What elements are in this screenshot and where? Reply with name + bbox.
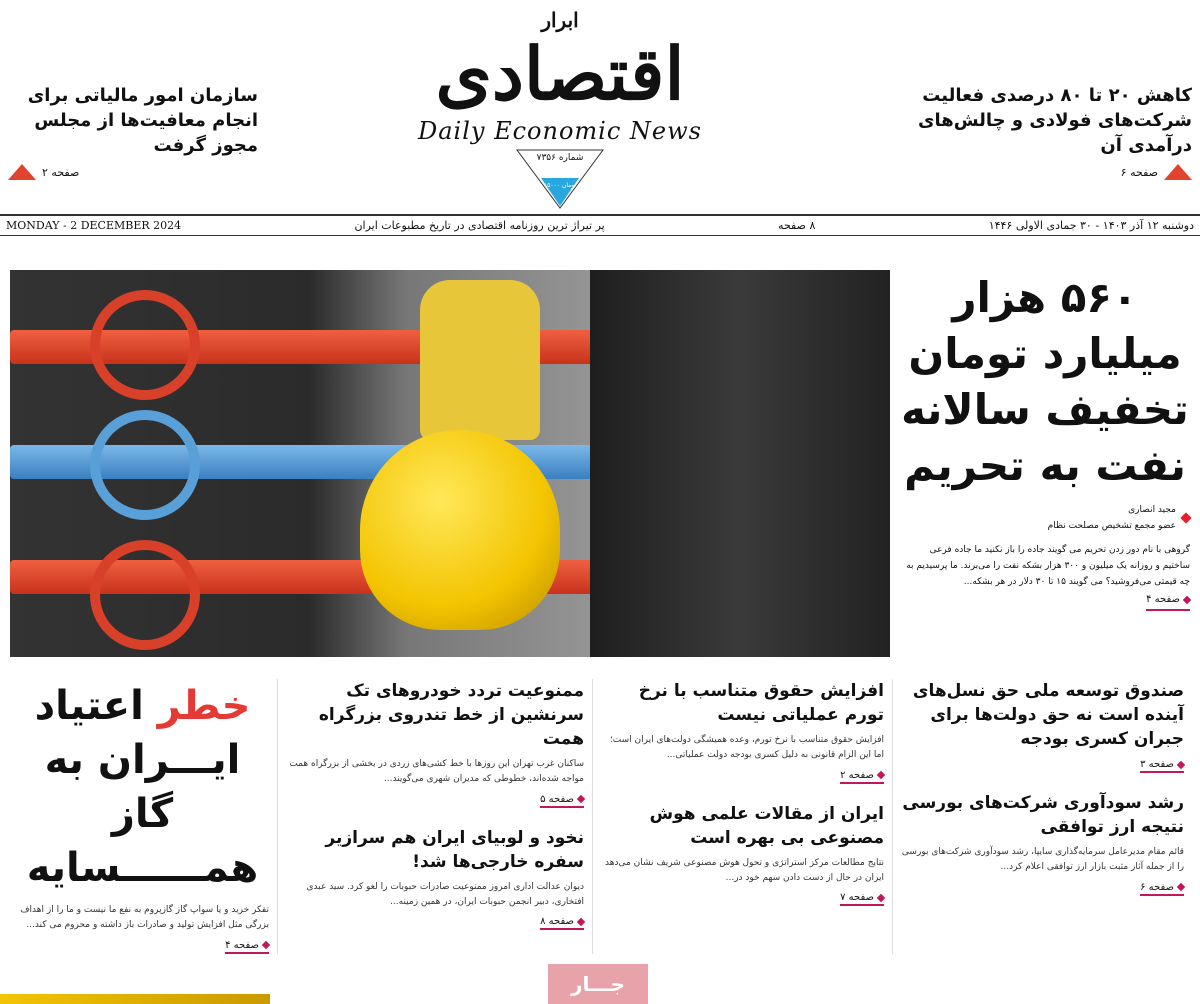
top-right-teaser[interactable]: [862, 8, 1192, 180]
diamond-icon: [577, 917, 585, 925]
story-page-ref[interactable]: [1140, 882, 1184, 896]
page-label: صفحه ۴: [225, 939, 259, 951]
lead-page-ref[interactable]: [1146, 592, 1190, 611]
date-persian: دوشنبه ۱۲ آذر ۱۴۰۳ - ۳۰ جمادی الاولی ۱۴۴۶: [988, 219, 1194, 232]
logo-abrar: ابرار: [541, 8, 579, 32]
story-body: نتایج مطالعات مرکز استراتژی و تحول هوش مصنوعی شریف نشان می‌دهد ایران در حال از دست دادن سهم خود در...: [604, 857, 884, 883]
headline-line: میلیارد تومان: [908, 329, 1182, 378]
story-ai[interactable]: [601, 802, 884, 907]
story-body: دیوان عدالت اداری امروز ممنوعیت صادرات حبوبات را لغو کرد. سید عبدی افتخاری، دبیر انجمن حبوبات ایران، در همین زمینه...: [306, 881, 584, 907]
triangle-icon: [8, 164, 36, 180]
story-headline: صندوق توسعه ملی حق نسل‌های آینده است نه حق دولت‌ها برای جبران کسری بودجه: [912, 681, 1184, 749]
page-count: ۸ صفحه: [778, 219, 816, 232]
story-legumes[interactable]: [286, 826, 584, 931]
story-headline: نخود و لوبیای ایران هم سرازیر سفره خارجی‌ها شد!: [325, 827, 584, 872]
hard-hat: [360, 430, 560, 630]
story-body: افزایش حقوق متناسب با نرخ تورم، وعده همیشگی دولت‌های ایران است؛ اما این الزام قانونی به دلیل کسری بودجه دولت عملیاتی...: [609, 735, 884, 760]
story-page-ref[interactable]: [540, 794, 584, 808]
valve-wheel: [90, 540, 200, 650]
page-label: صفحه ۸: [540, 916, 574, 927]
story-national-fund[interactable]: [901, 679, 1184, 773]
headline-word: اعتیاد: [34, 683, 144, 729]
bottom-photo-strip: [0, 994, 270, 1004]
author-name: مجید انصاری: [1128, 505, 1176, 515]
gas-story-body: [16, 903, 269, 954]
headline-red-word: خطر: [157, 683, 251, 729]
author-title: عضو مجمع تشخیص مصلحت نظام: [1047, 521, 1176, 531]
story-headline: افزایش حقوق متناسب با نرخ تورم عملیاتی نیست: [638, 681, 884, 725]
story-page-ref[interactable]: [840, 892, 884, 906]
glove: [420, 280, 540, 440]
page-label: صفحه ۶: [1120, 165, 1158, 179]
story-traffic[interactable]: [286, 679, 584, 808]
jar-section-label: جـــار: [548, 964, 648, 1004]
diamond-icon: [1180, 512, 1191, 523]
column: [277, 679, 592, 954]
story-body: تفکر خرید و یا سواپ گاز گازپروم به نفع ما نیست و ما را از اهداف بزرگی مثل افزایش تولید و صادرات باز داشته و محروم می کند...: [20, 905, 269, 930]
story-body: ساکنان غرب تهران این روزها با خط کشی‌های زردی در بخشی از بزرگراه همت مواجه شده‌اند، خطوطی که مدیران شهری می‌گویند...: [289, 759, 584, 784]
story-headline: ممنوعیت تردد خودروهای تک سرنشین از خط تندروی بزرگراه همت: [318, 681, 584, 749]
story-headline: رشد سودآوری شرکت‌های بورسی نتیجه ارز توافقی: [902, 793, 1184, 837]
masthead-logo: [350, 8, 770, 210]
page-label: صفحه ۶: [1140, 881, 1174, 893]
diamond-icon: [877, 893, 885, 901]
headline-line: ۵۶۰ هزار: [952, 273, 1138, 322]
issue-number: شماره ۷۳۵۶: [536, 153, 584, 163]
story-wages[interactable]: [601, 679, 884, 784]
lead-body: [900, 542, 1190, 611]
story-headline: ایران از مقالات علمی هوش مصنوعی بی بهره است: [649, 803, 884, 848]
top-left-page-ref[interactable]: [8, 164, 258, 180]
diamond-icon: [1177, 760, 1185, 768]
issue-badge: [515, 148, 605, 210]
headline-line: نفت به تحریم: [904, 441, 1186, 490]
masthead: [0, 0, 1200, 210]
diamond-icon: [877, 771, 885, 779]
bottom-area: [0, 954, 1200, 1004]
logo-persian: اقتصادی: [435, 31, 685, 116]
date-english: MONDAY - 2 DECEMBER 2024: [6, 219, 182, 232]
column: [592, 679, 892, 954]
page-label: صفحه ۲: [42, 165, 80, 179]
story-page-ref[interactable]: [840, 770, 884, 784]
page-label: صفحه ۴: [1146, 594, 1180, 605]
story-body: قائم مقام مدیرعامل سرمایه‌گذاری سایپا، رشد سودآوری شرکت‌های بورسی را از جمله آثار مثبت بازار ارز توافقی اعلام کرد...: [901, 847, 1184, 872]
gas-headline[interactable]: [16, 679, 269, 895]
valve-wheel: [90, 290, 200, 400]
lead-text: گروهی با نام دور زدن تحریم می گویند جاده را باز نکنید ما جاده فرعی ساختیم و روزانه یک میلیون و ۳۰۰ هزار بشکه نفت را می‌برند. ما پرسیدیم به چه قیمتی می‌فروشید؟ می گویند ۱۵ تا ۳۰ دلار در هر بشکه...: [906, 545, 1190, 587]
lead-section: [0, 236, 1200, 657]
story-stock-profit[interactable]: [901, 791, 1184, 896]
lead-photo: [10, 270, 890, 657]
worker-pants: [590, 270, 890, 657]
logo-english: Daily Economic News: [418, 117, 702, 145]
page-label: صفحه ۲: [840, 769, 874, 781]
top-right-page-ref[interactable]: [862, 164, 1192, 180]
triangle-icon: [1164, 164, 1192, 180]
price: ۱۵۰۰۰ تومان: [543, 182, 577, 189]
diamond-icon: [262, 941, 270, 949]
story-page-ref[interactable]: [225, 940, 269, 954]
valve-wheel: [90, 410, 200, 520]
top-left-headline[interactable]: سازمان امور مالیاتی برای انجام معافیت‌ها از مجلس مجوز گرفت: [27, 85, 258, 156]
top-right-headline[interactable]: کاهش ۲۰ تا ۸۰ درصدی فعالیت شرکت‌های فولادی و چالش‌های درآمدی آن: [917, 85, 1192, 156]
headline-line: ایـــران به گاز: [44, 737, 241, 837]
headline-line: تخفیف سالانه: [901, 385, 1189, 434]
column: [892, 679, 1192, 954]
page-label: صفحه ۷: [840, 892, 874, 903]
page-label: صفحه ۳: [1140, 759, 1174, 770]
lower-grid: [0, 657, 1200, 954]
diamond-icon: [1183, 596, 1191, 604]
author-block: [900, 502, 1190, 534]
page-label: صفحه ۵: [540, 793, 574, 805]
date-bar: [0, 214, 1200, 236]
top-left-teaser[interactable]: [8, 8, 258, 180]
lead-story[interactable]: [900, 270, 1190, 657]
diamond-icon: [577, 795, 585, 803]
story-page-ref[interactable]: [1140, 759, 1184, 773]
story-page-ref[interactable]: [540, 916, 584, 930]
slogan: پر تیراژ ترین روزنامه اقتصادی در تاریخ مطبوعات ایران: [354, 219, 605, 232]
column: [8, 679, 277, 954]
headline-line: همــــــسایه: [26, 845, 259, 891]
lead-headline[interactable]: [900, 270, 1190, 494]
diamond-icon: [1177, 883, 1185, 891]
